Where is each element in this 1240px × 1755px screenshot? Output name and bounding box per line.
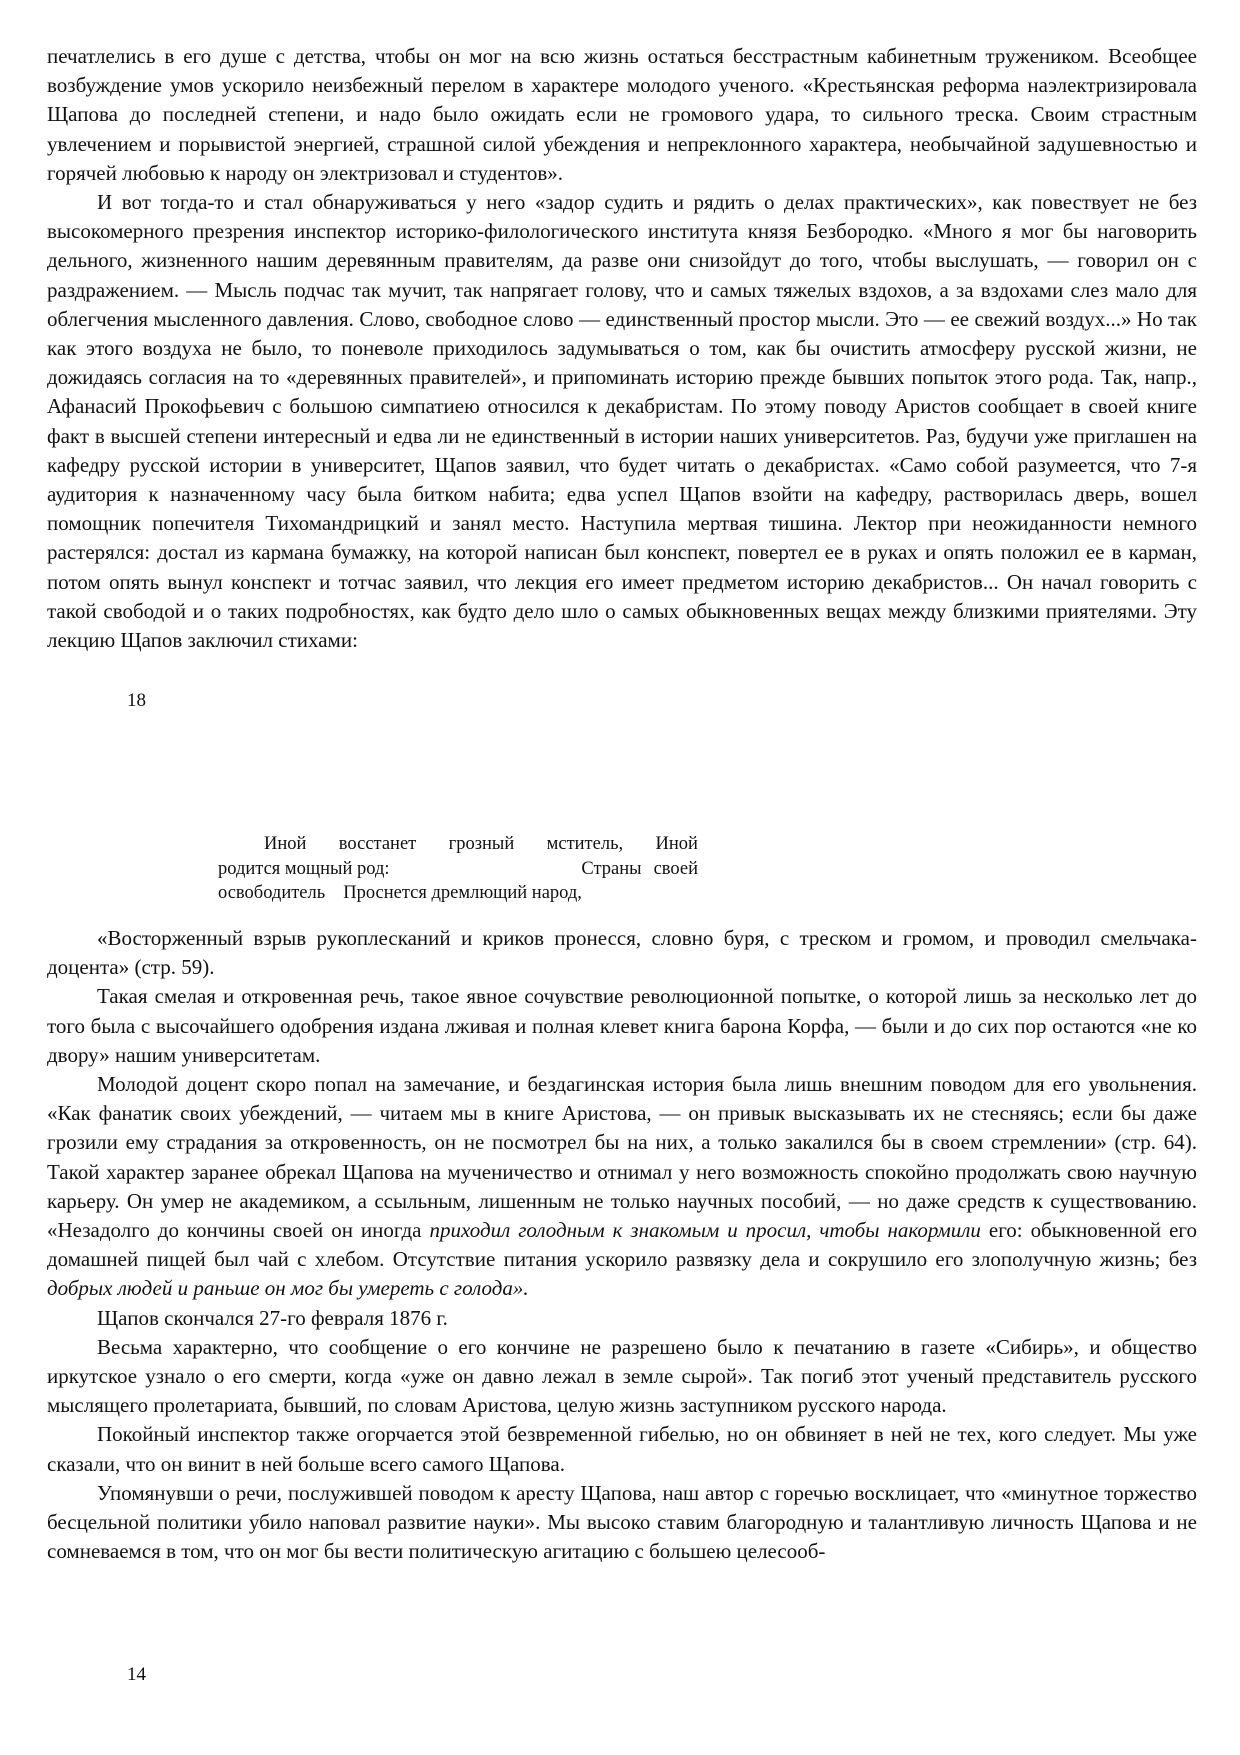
verse-word: Иной	[655, 834, 698, 854]
paragraph: Весьма характерно, что сообщение о его кончине не разрешено было к печатанию в газете «Сибирь», и общество иркутское узнало о его смерти, когда «уже он давно лежал в земле сырой». Так погиб этот ученый представитель русского мыслящего пролетариата, бывший, по словам Аристова, целую жизнь заступником русского народа.	[47, 1334, 1197, 1418]
text-run: его: обыкновенной его домашней пищей был чай с хлебом. Отсутствие питания ускорило развязку дела и сокрушило его злополучную жизнь; без	[47, 1218, 1197, 1272]
verse-line	[218, 832, 698, 857]
paragraph: И вот тогда-то и стал обнаруживаться у него «задор судить и рядить о делах практических», как повествует не без высокомерного презрения инспектор историко-филологического института князя Безбородко. «Много я мог бы наговорить дельного, жизненного нашим деревянным правителям, да разве они снизойдут до того, чтобы выслушать, — говорил он с раздражением. — Мысль подчас так мучит, так напрягает голову, что и самых тяжелых вздохов, а за вздохами слез мало для облегчения мысленного давления. Слово, свободное слово — единственный простор мысли. Это — ее свежий воздух...» Но так как этого воздуха не было, то поневоле приходилось задумываться о том, как бы очистить атмосферу русской жизни, не дожидаясь согласия на то «деревянных правителей», и припоминать историю прежде бывших попыток этого рода. Так, напр., Афанасий Прокофьевич с большою симпатиею относился к декабристам. По этому поводу Аристов сообщает в своей книге факт в высшей степени интересный и едва ли не единственный в истории наших университетов. Раз, будучи уже приглашен на кафедру русской истории в университет, Щапов заявил, что будет читать о декабристах. «Само собой разумеется, что 7-я аудитория к назначенному часу была битком набита; едва успел Щапов взойти на кафедру, растворилась дверь, вошел помощник попечителя Тихомандрицкий и занял место. Наступила мертвая тишина. Лектор при неожиданности немного растерялся: достал из кармана бумажку, на которой написан был конспект, повертел ее в руках и опять положил ее в карман, потом опять вынул конспект и тотчас заявил, что лекция его имеет предметом историю декабристов... Он начал говорить с такой свободой и о таких подробностях, как будто дело шло о самых обыкновенных вещах между близкими приятелями. Эту лекцию Щапов заключил стихами:	[47, 190, 1197, 653]
text-column-bottom	[47, 924, 1197, 1566]
verse-word: родится мощный род:	[218, 858, 390, 879]
paragraph: Покойный инспектор также огорчается этой безвременной гибелью, но он обвиняет в ней не тех, кого следует. Мы уже сказали, что он винит в ней больше всего самого Щапова.	[47, 1422, 1197, 1476]
paragraph: Такая смелая и откровенная речь, такое явное сочувствие революционной попытке, о которой лишь за несколько лет до того была с высочайшего одобрения издана лживая и полная клевет книга барона Корфа, — были и до сих пор остаются «не ко двору» нашим университетам.	[47, 984, 1197, 1067]
verse-word: Иной	[264, 834, 307, 854]
paragraph: печатлелись в его душе с детства, чтобы он мог на всю жизнь остаться бесстрастным кабинетным тружеником. Всеобщее возбуждение умов ускорило неизбежный перелом в характере молодого ученого. «Крестьянская реформа наэлектризировала Щапова до последней степени, и надо было ожидать если не громового удара, то сильного треска. Своим страстным увлечением и порывистой энергией, страшной силой убеждения и непреклонного характера, необычайной задушевностью и горячей любовью к народу он электризовал и студентов».	[47, 44, 1197, 185]
text-run: Молодой доцент скоро попал на замечание, и бездагинская история была лишь внешним поводом для его увольнения. «Как фанатик своих убеждений, — читаем мы в книге Аристова, — он привык высказывать их не стесняясь; если бы даже грозили ему страдания за откровенность, он не посмотрел бы на них, а только закалился бы в своем стремлении» (стр. 64). Такой характер заранее обрекал Щапова на мученичество и отнимал у него возможность спокойно продолжать свою научную карьеру. Он умер не академиком, а ссыльным, лишенным не только научных пособий, — но даже средств к существованию. «Незадолго до кончины своей он иногда	[47, 1072, 1197, 1243]
page-number: 18	[127, 690, 146, 711]
verse-line	[218, 857, 698, 882]
text-column-top	[47, 42, 1197, 655]
verse-word: мститель,	[546, 834, 624, 854]
italic-run: приходил голодным к знакомым и просил, чтобы накормили	[429, 1218, 981, 1243]
paragraph: Упомянувши о речи, послужившей поводом к аресту Щапова, наш автор с горечью восклицает, что «минутное торжество бесцельной политики убило наповал развитие науки». Мы высоко ставим благородную и талантливую личность Щапова и не сомневаемся в том, что он мог бы вести политическую агитацию с большею целесооб-	[47, 1480, 1197, 1564]
paragraph	[47, 1070, 1197, 1304]
verse-word: Страны	[581, 858, 642, 879]
poem-quote	[218, 832, 698, 906]
verse-word: восстанет	[338, 834, 417, 854]
verse-word: освободитель	[218, 883, 326, 903]
paragraph: «Восторженный взрыв рукоплесканий и криков пронесся, словно буря, с треском и громом, и проводил смельчака-доцента» (стр. 59).	[47, 926, 1197, 980]
italic-run: добрых людей и раньше он мог бы умереть с голода».	[47, 1276, 529, 1301]
page-number: 14	[127, 1664, 146, 1685]
verse-word: своей	[653, 858, 698, 879]
paragraph: Щапов скончался 27-го февраля 1876 г.	[97, 1305, 448, 1330]
verse-word: грозный	[448, 834, 515, 854]
verse-line	[218, 881, 698, 906]
verse-word: Проснется дремлющий народ,	[343, 883, 582, 903]
